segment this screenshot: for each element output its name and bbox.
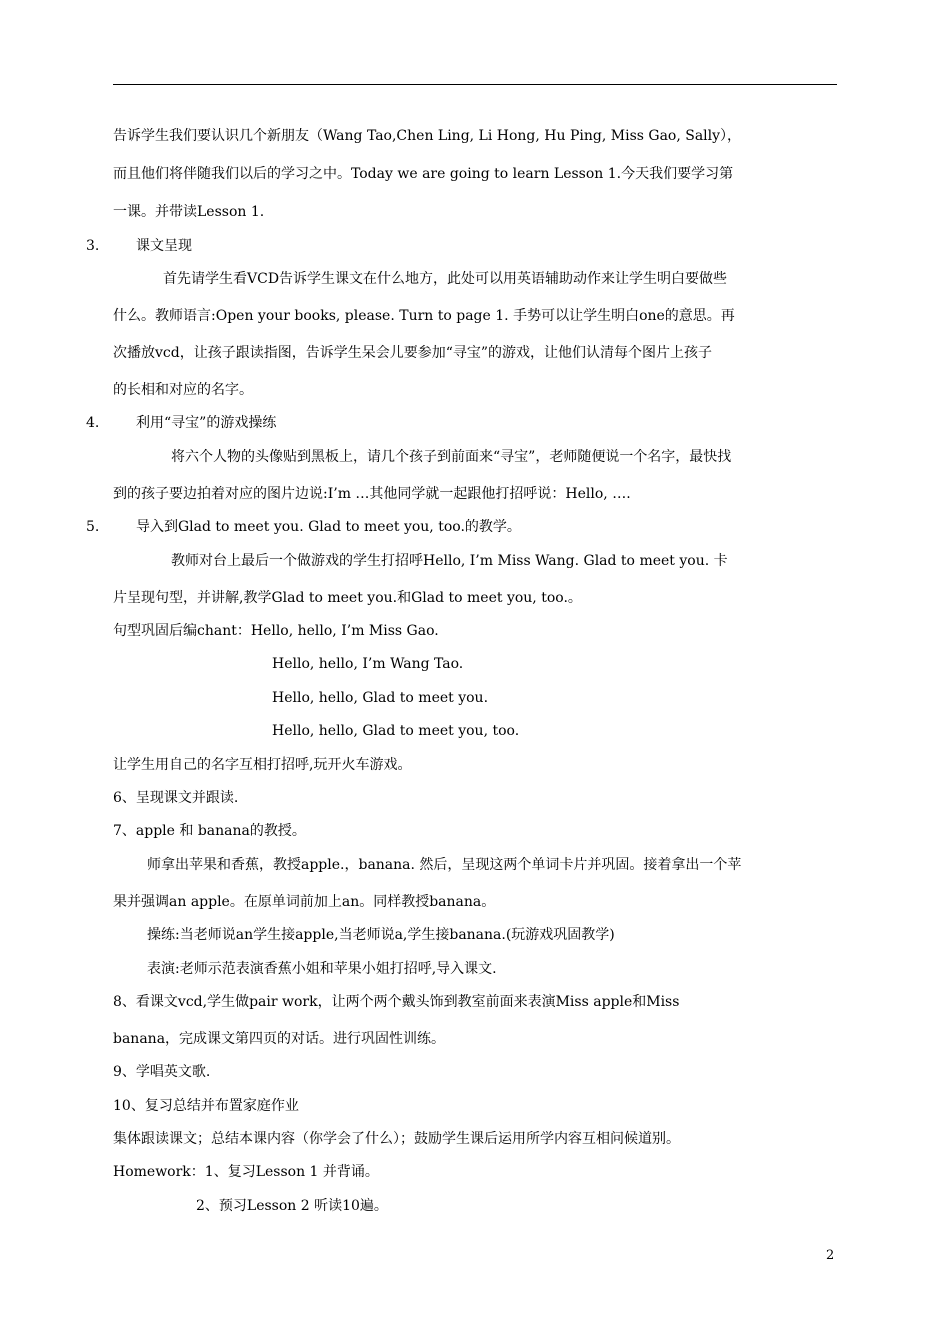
text-line: 片呈现句型，并讲解,教学Glad to meet you.和Glad to meet you, too.。	[113, 590, 582, 606]
chant-line: Hello, hello, I’m Wang Tao.	[272, 656, 464, 672]
text-line: 10、复习总结并布置家庭作业	[113, 1098, 299, 1114]
text-line: 果并强调an apple。在原单词前加上an。同样教授banana。	[113, 894, 496, 910]
homework-line: 2、预习Lesson 2 听读10遍。	[196, 1198, 388, 1214]
text-line: 表演:老师示范表演香蕉小姐和苹果小姐打招呼,导入课文.	[147, 961, 497, 977]
text-line: 的长相和对应的名字。	[113, 382, 253, 398]
text-line: 什么。教师语言:Open your books, please. Turn to page 1. 手势可以让学生明白one的意思。再	[113, 308, 735, 324]
text-line: 7、apple 和 banana的教授。	[113, 823, 306, 839]
text-line: 将六个人物的头像贴到黑板上，请几个孩子到前面来“寻宝”，老师随便说一个名字，最快找	[171, 449, 732, 465]
homework-line: Homework：1、复习Lesson 1 并背诵。	[113, 1164, 379, 1180]
section-heading: 利用“寻宝”的游戏操练	[136, 415, 277, 431]
text-line: banana，完成课文第四页的对话。进行巩固性训练。	[113, 1031, 446, 1047]
chant-line: Hello, hello, Glad to meet you.	[272, 690, 489, 706]
text-line: 而且他们将伴随我们以后的学习之中。Today we are going to learn Lesson 1.今天我们要学习第	[113, 166, 734, 182]
text-line: 次播放vcd，让孩子跟读指图，告诉学生呆会儿要参加“寻宝”的游戏，让他们认清每个图片上孩子	[113, 345, 713, 361]
header-rule	[113, 84, 837, 85]
list-number: 3.	[86, 238, 100, 254]
section-heading: 课文呈现	[136, 238, 192, 254]
text-line: 句型巩固后编chant：Hello, hello, I’m Miss Gao.	[113, 623, 439, 639]
text-line: 6、呈现课文并跟读.	[113, 790, 239, 806]
chant-line: Hello, hello, Glad to meet you, too.	[272, 723, 520, 739]
list-number: 5.	[86, 519, 100, 535]
text-line: 告诉学生我们要认识几个新朋友（Wang Tao,Chen Ling, Li Hong, Hu Ping, Miss Gao, Sally），	[113, 128, 742, 144]
text-line: 集体跟读课文；总结本课内容（你学会了什么）；鼓励学生课后运用所学内容互相问候道别。	[113, 1131, 680, 1147]
text-line: 9、学唱英文歌.	[113, 1064, 211, 1080]
page-number: 2	[826, 1248, 835, 1263]
text-line: 到的孩子要边拍着对应的图片边说:I’m …其他同学就一起跟他打招呼说：Hello, ….	[113, 486, 631, 502]
text-line: 教师对台上最后一个做游戏的学生打招呼Hello, I’m Miss Wang. Glad to meet you. 卡	[171, 553, 728, 569]
list-number: 4.	[86, 415, 100, 431]
text-line: 让学生用自己的名字互相打招呼,玩开火车游戏。	[113, 757, 412, 773]
text-line: 操练:当老师说an学生接apple,当老师说a,学生接banana.(玩游戏巩固教学)	[147, 927, 615, 943]
text-line: 师拿出苹果和香蕉，教授apple.，banana. 然后，呈现这两个单词卡片并巩固。接着拿出一个苹	[147, 857, 742, 873]
text-line: 8、看课文vcd,学生做pair work，让两个两个戴头饰到教室前面来表演Miss apple和Miss	[113, 994, 680, 1010]
text-line: 首先请学生看VCD告诉学生课文在什么地方，此处可以用英语辅助动作来让学生明白要做些	[163, 271, 728, 287]
text-line: 一课。并带读Lesson 1.	[113, 204, 265, 220]
section-heading: 导入到Glad to meet you. Glad to meet you, too.的教学。	[136, 519, 521, 535]
